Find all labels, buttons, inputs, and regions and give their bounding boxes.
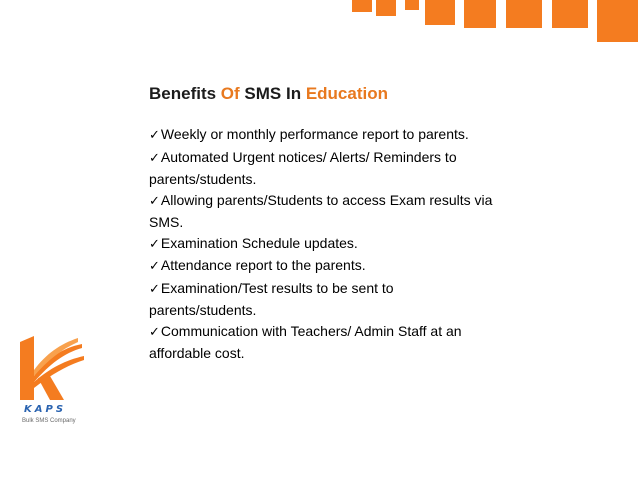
decor-square bbox=[464, 0, 496, 28]
list-item bbox=[149, 147, 499, 190]
decor-square bbox=[597, 0, 638, 42]
slide-title bbox=[149, 84, 499, 104]
k-logo-icon bbox=[20, 336, 86, 404]
decor-square bbox=[552, 0, 588, 28]
company-logo bbox=[14, 336, 96, 432]
check-mark-icon: ✓ bbox=[149, 259, 160, 274]
list-item bbox=[149, 124, 499, 147]
title-accent: Education bbox=[305, 84, 388, 103]
decor-square bbox=[506, 0, 542, 28]
list-item-text: Allowing parents/Students to access Exam results via SMS. bbox=[149, 191, 493, 230]
title-part: SMS In bbox=[239, 84, 306, 103]
list-item-text: Attendance report to the parents. bbox=[160, 257, 366, 273]
benefit-list bbox=[149, 124, 499, 364]
logo-brand-text: KAPS bbox=[24, 404, 67, 415]
list-item bbox=[149, 190, 499, 233]
check-mark-icon: ✓ bbox=[149, 324, 160, 340]
check-mark-icon: ✓ bbox=[149, 128, 160, 143]
list-item-text: Weekly or monthly performance report to parents. bbox=[160, 126, 469, 142]
check-mark-icon: ✓ bbox=[149, 236, 160, 252]
list-item bbox=[149, 278, 499, 321]
list-item bbox=[149, 255, 499, 278]
decor-square bbox=[425, 0, 455, 25]
check-mark-icon: ✓ bbox=[149, 281, 160, 297]
decor-square bbox=[376, 0, 396, 16]
title-part: Benefits bbox=[149, 84, 221, 103]
decor-square bbox=[405, 0, 419, 10]
list-item-text: Automated Urgent notices/ Alerts/ Reminders to parents/students. bbox=[149, 148, 457, 187]
check-mark-icon: ✓ bbox=[149, 150, 160, 166]
list-item bbox=[149, 321, 499, 364]
list-item-text: Communication with Teachers/ Admin Staff at an affordable cost. bbox=[149, 322, 462, 361]
check-mark-icon: ✓ bbox=[149, 193, 160, 209]
list-item-text: Examination/Test results to be sent to parents/students. bbox=[149, 279, 394, 318]
logo-tagline: Bulk SMS Company bbox=[22, 418, 76, 424]
list-item bbox=[149, 233, 499, 256]
title-accent: Of bbox=[220, 84, 240, 103]
list-item-text: Examination Schedule updates. bbox=[160, 234, 358, 251]
decor-square bbox=[352, 0, 372, 12]
slide-content bbox=[149, 84, 499, 364]
